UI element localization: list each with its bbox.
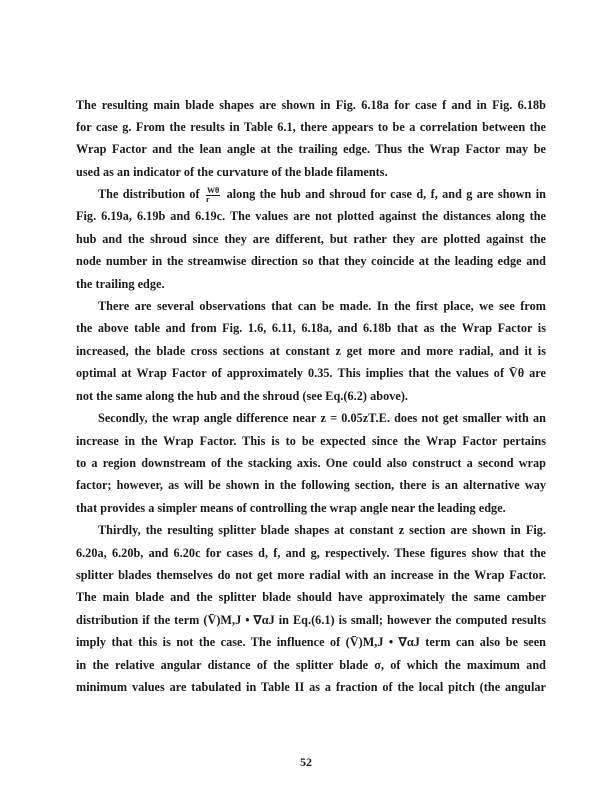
text-line: to a region downstream of the stacking axis. One could also construct a second wrap: [76, 456, 546, 470]
text-line: for case g. From the results in Table 6.1, there appears to be a correlation between the: [76, 120, 546, 134]
text-line: in the relative angular distance of the splitter blade σ, of which the maximum and: [76, 658, 546, 672]
fraction-w-theta-over-r: [206, 187, 220, 204]
text-line: the trailing edge.: [76, 277, 165, 291]
text-line: minimum values are tabulated in Table II as a fraction of the local pitch (the angular: [76, 680, 546, 694]
text-line: that provides a simpler means of controlling the wrap angle near the leading edge.: [76, 501, 506, 515]
text-line: factor; however, as will be shown in the following section, there is an alternative way: [76, 478, 546, 492]
text-line-with-fraction: [98, 186, 546, 202]
text-line: imply that this is not the case. The influence of (V̄)M,J • ∇αJ term can also be seen: [76, 635, 546, 649]
text-segment: The distribution of: [98, 187, 200, 201]
fraction-denominator: r: [205, 194, 210, 204]
text-line: Fig. 6.19a, 6.19b and 6.19c. The values are not plotted against the distances along the: [76, 209, 546, 223]
text-line: There are several observations that can be made. In the first place, we see from: [98, 299, 546, 313]
text-line: The main blade and the splitter blade should have approximately the same camber: [76, 590, 546, 604]
text-line: used as an indicator of the curvature of the blade filaments.: [76, 165, 388, 179]
text-line: increased, the blade cross sections at constant z get more and more radial, and it is: [76, 344, 546, 358]
text-line: distribution if the term (V̄)M,J • ∇αJ in Eq.(6.1) is small; however the computed results: [76, 613, 546, 627]
text-line: The resulting main blade shapes are shown in Fig. 6.18a for case f and in Fig. 6.18b: [76, 98, 546, 112]
text-line: hub and the shroud since they are different, but rather they are plotted against the: [76, 232, 546, 246]
text-line: Wrap Factor and the lean angle at the trailing edge. Thus the Wrap Factor may be: [76, 142, 546, 156]
text-line: 6.20a, 6.20b, and 6.20c for cases d, f, and g, respectively. These figures show that the: [76, 546, 546, 560]
text-line: splitter blades themselves do not get more radial with an increase in the Wrap Factor.: [76, 568, 546, 582]
text-segment: along the hub and shroud for case d, f, and g are shown in: [226, 187, 546, 201]
text-line: optimal at Wrap Factor of approximately 0.35. This implies that the values of V̄θ are: [76, 366, 546, 380]
text-line: increase in the Wrap Factor. This is to be expected since the Wrap Factor pertains: [76, 434, 546, 448]
fraction-numerator: Wθ: [206, 185, 220, 195]
page-number: 52: [300, 755, 312, 769]
text-line: Thirdly, the resulting splitter blade shapes at constant z section are shown in Fig.: [98, 523, 546, 537]
text-line: the above table and from Fig. 1.6, 6.11, 6.18a, and 6.18b that as the Wrap Factor is: [76, 321, 546, 335]
text-line: node number in the streamwise direction so that they coincide at the leading edge and: [76, 254, 546, 268]
text-line: Secondly, the wrap angle difference near z = 0.05zT.E. does not get smaller with an: [98, 411, 546, 425]
text-line: not the same along the hub and the shroud (see Eq.(6.2) above).: [76, 389, 409, 403]
